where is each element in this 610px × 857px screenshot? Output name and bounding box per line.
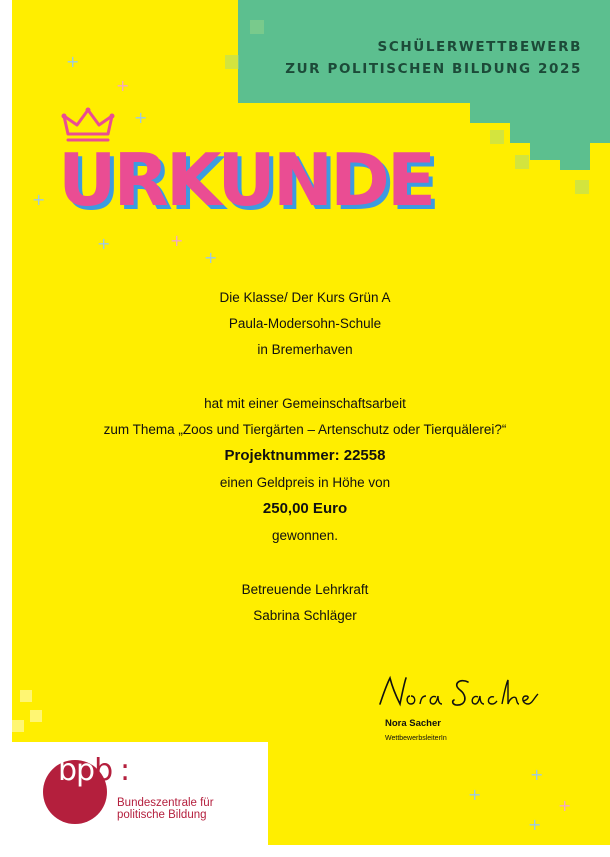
won-line: gewonnen. xyxy=(271,528,339,543)
decor-pixel xyxy=(12,720,24,732)
banner-pixel xyxy=(238,0,258,20)
competition-header xyxy=(285,36,582,80)
decor-pixel xyxy=(250,20,264,34)
logo-mark-end: b xyxy=(94,753,113,788)
banner-pixel xyxy=(560,160,590,170)
header-line-1: SCHÜLERWETTBEWERB xyxy=(377,39,582,55)
award-intro: hat mit einer Gemeinschaftsarbeit xyxy=(204,396,406,411)
plus-icon: + xyxy=(170,231,184,250)
prize-line: einen Geldpreis in Höhe von xyxy=(219,475,391,490)
plus-icon: + xyxy=(134,108,148,127)
plus-icon: + xyxy=(97,234,111,253)
signatory-name: Nora Sacher xyxy=(385,718,441,729)
signature-image xyxy=(372,672,542,712)
banner-pixel xyxy=(470,103,610,123)
class-line: Die Klasse/ Der Kurs Grün A xyxy=(219,290,391,305)
decor-pixel xyxy=(515,155,529,169)
plus-icon: + xyxy=(528,815,542,834)
header-line-2: ZUR POLITISCHEN BILDUNG 2025 xyxy=(285,61,582,77)
logo-line-2: politische Bildung xyxy=(117,809,207,821)
logo-colon: : xyxy=(120,753,131,788)
decor-pixel xyxy=(20,690,32,702)
plus-icon: + xyxy=(530,765,544,784)
banner-pixel xyxy=(510,123,610,143)
project-number: Projektnummer: 22558 xyxy=(224,447,386,464)
decor-pixel xyxy=(490,130,504,144)
city-line: in Bremerhaven xyxy=(257,342,353,357)
bpb-logo-mark xyxy=(58,753,112,788)
logo-line-1: Bundeszentrale für xyxy=(117,797,214,809)
plus-icon: + xyxy=(32,190,46,209)
signatory-role: WettbewerbsleiterIn xyxy=(385,735,447,742)
bpb-logo-text xyxy=(117,797,214,821)
teacher-label: Betreuende Lehrkraft xyxy=(241,582,369,597)
plus-icon: + xyxy=(116,76,130,95)
plus-icon: + xyxy=(558,796,572,815)
decor-pixel xyxy=(225,55,239,69)
prize-amount: 250,00 Euro xyxy=(262,500,348,517)
plus-icon: + xyxy=(204,248,218,267)
decor-pixel xyxy=(575,180,589,194)
plus-icon: + xyxy=(66,52,80,71)
plus-icon: + xyxy=(468,785,482,804)
certificate-title: URKUNDE xyxy=(58,138,434,222)
award-topic: zum Thema „Zoos und Tiergärten – Artenschutz oder Tierquälerei?“ xyxy=(103,422,507,437)
teacher-name: Sabrina Schläger xyxy=(253,608,357,623)
banner-pixel xyxy=(530,143,590,160)
decor-pixel xyxy=(30,710,42,722)
school-name: Paula-Modersohn-Schule xyxy=(228,316,382,331)
logo-mark-start: bp xyxy=(58,753,95,788)
